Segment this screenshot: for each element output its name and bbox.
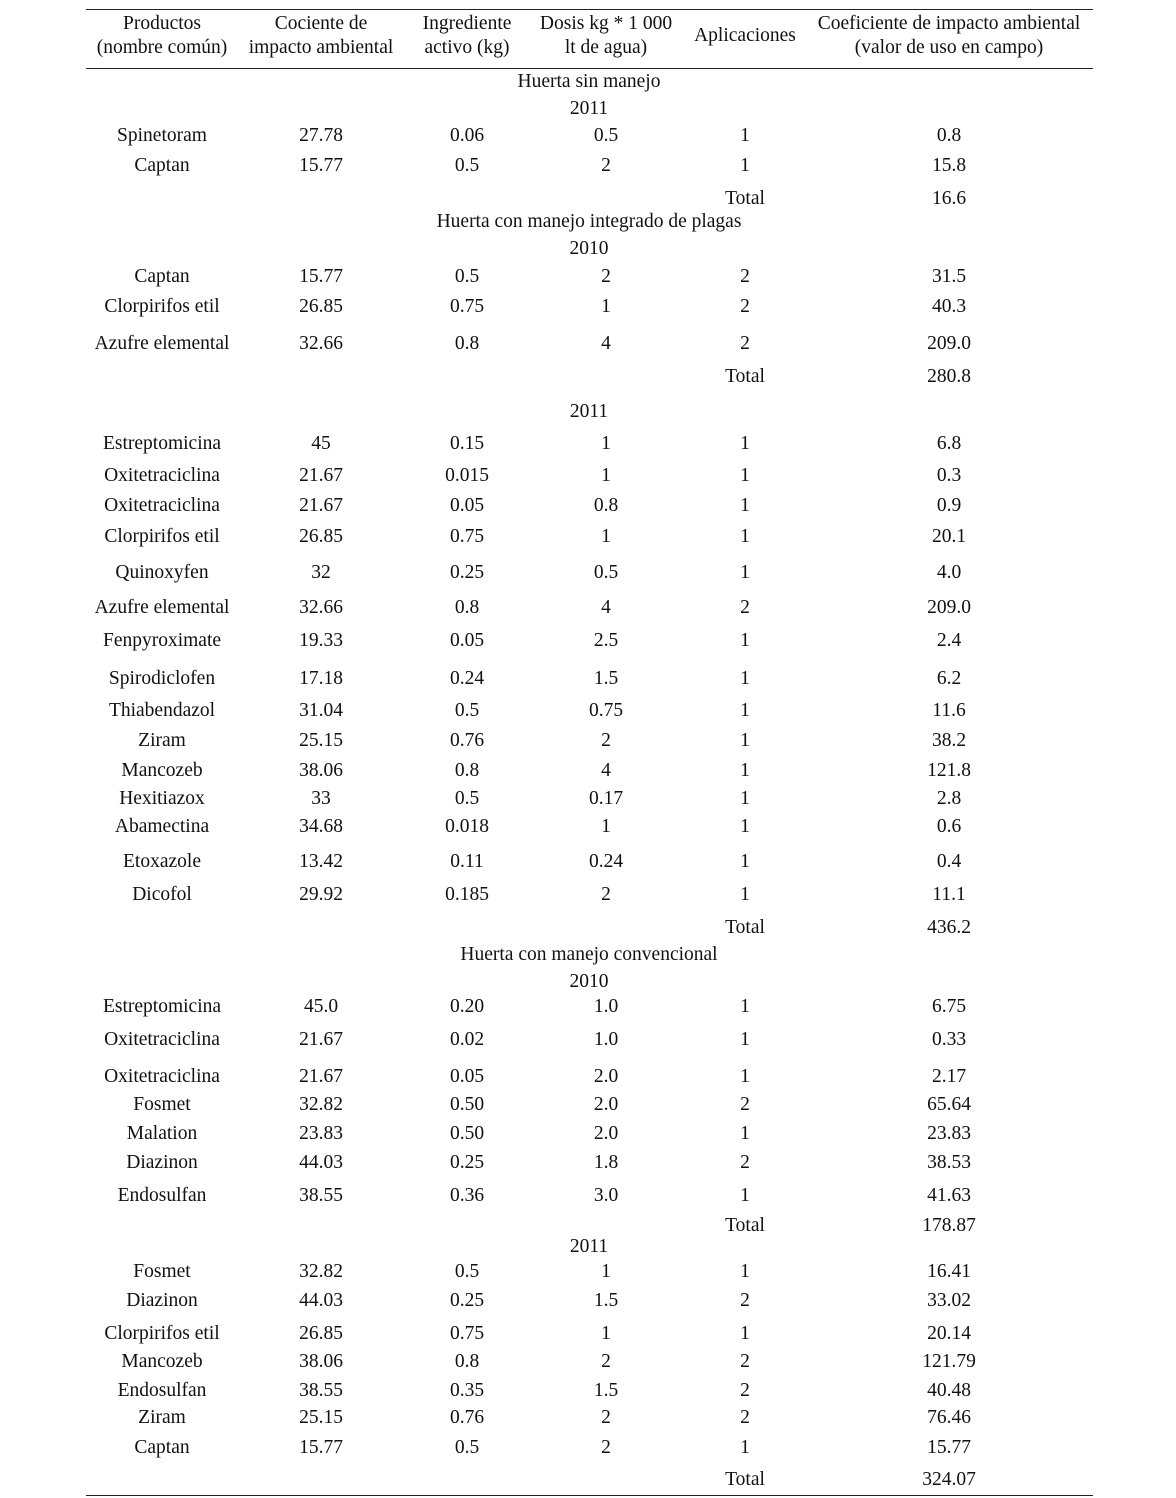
cell-applications: 1	[740, 788, 750, 809]
cell-product-name: Hexitiazox	[119, 788, 205, 809]
cell-field-use-eiq: 11.6	[932, 700, 966, 721]
cell-dose: 2	[601, 155, 611, 176]
cell-product-name: Diazinon	[126, 1290, 198, 1311]
cell-dose: 2	[601, 1437, 611, 1458]
cell-field-use-eiq: 20.1	[931, 526, 967, 547]
total-value: 280.8	[927, 366, 971, 387]
cell-impact-quotient: 15.77	[299, 266, 343, 287]
cell-impact-quotient: 32.66	[299, 333, 343, 354]
cell-product-name: Captan	[134, 266, 190, 287]
cell-product-name: Oxitetraciclina	[104, 465, 220, 486]
cell-field-use-eiq: 11.1	[932, 884, 966, 905]
total-label: Total	[725, 1215, 765, 1236]
cell-field-use-eiq: 2.8	[936, 788, 962, 809]
cell-field-use-eiq: 6.8	[936, 433, 962, 454]
cell-active-ingredient: 0.5	[454, 1437, 480, 1458]
section-title: Huerta con manejo integrado de plagas	[436, 211, 742, 232]
cell-impact-quotient: 38.55	[299, 1380, 343, 1401]
cell-product-name: Etoxazole	[123, 851, 201, 872]
cell-field-use-eiq: 23.83	[927, 1123, 971, 1144]
cell-impact-quotient: 26.85	[299, 526, 343, 547]
cell-dose: 1	[601, 816, 611, 837]
bottom-rule	[86, 1495, 1093, 1496]
cell-dose: 1.5	[593, 1290, 619, 1311]
cell-impact-quotient: 15.77	[299, 1437, 343, 1458]
total-label: Total	[725, 188, 765, 209]
cell-field-use-eiq: 2.4	[936, 630, 962, 651]
cell-active-ingredient: 0.8	[454, 760, 480, 781]
cell-product-name: Thiabendazol	[108, 700, 216, 721]
total-value: 436.2	[927, 917, 971, 938]
cell-dose: 3.0	[593, 1185, 619, 1206]
cell-dose: 0.17	[588, 788, 624, 809]
cell-impact-quotient: 21.67	[299, 1029, 343, 1050]
year-label: 2010	[569, 971, 609, 992]
cell-active-ingredient: 0.8	[454, 597, 480, 618]
cell-product-name: Endosulfan	[117, 1380, 207, 1401]
total-label: Total	[725, 917, 765, 938]
cell-dose: 0.5	[593, 125, 619, 146]
cell-dose: 2	[601, 1351, 611, 1372]
cell-product-name: Abamectina	[114, 816, 210, 837]
cell-product-name: Oxitetraciclina	[104, 1066, 220, 1087]
cell-active-ingredient: 0.50	[449, 1123, 485, 1144]
year-label: 2011	[569, 1236, 609, 1257]
cell-impact-quotient: 31.04	[299, 700, 343, 721]
cell-applications: 1	[740, 1261, 750, 1282]
cell-dose: 1	[601, 1323, 611, 1344]
cell-applications: 1	[740, 816, 750, 837]
cell-field-use-eiq: 41.63	[927, 1185, 971, 1206]
cell-active-ingredient: 0.018	[445, 816, 489, 837]
cell-product-name: Oxitetraciclina	[104, 495, 220, 516]
cell-product-name: Ziram	[138, 1407, 186, 1428]
cell-applications: 1	[740, 760, 750, 781]
column-header-dose: Dosis kg * 1 000 lt de agua)	[539, 13, 673, 58]
cell-impact-quotient: 21.67	[299, 1066, 343, 1087]
cell-dose: 2.0	[593, 1123, 619, 1144]
cell-dose: 1	[601, 433, 611, 454]
cell-active-ingredient: 0.05	[449, 495, 485, 516]
cell-active-ingredient: 0.185	[445, 884, 489, 905]
cell-active-ingredient: 0.02	[449, 1029, 485, 1050]
section-title: Huerta sin manejo	[517, 71, 661, 92]
cell-impact-quotient: 23.83	[299, 1123, 343, 1144]
cell-product-name: Mancozeb	[121, 1351, 203, 1372]
cell-active-ingredient: 0.25	[449, 1290, 485, 1311]
cell-impact-quotient: 13.42	[299, 851, 343, 872]
column-header-applications: Aplicaciones	[694, 25, 796, 46]
cell-applications: 1	[740, 1323, 750, 1344]
cell-product-name: Estreptomicina	[102, 433, 222, 454]
cell-applications: 2	[740, 597, 750, 618]
cell-product-name: Diazinon	[126, 1152, 198, 1173]
cell-active-ingredient: 0.15	[449, 433, 485, 454]
cell-field-use-eiq: 0.3	[936, 465, 962, 486]
cell-active-ingredient: 0.5	[454, 700, 480, 721]
cell-applications: 1	[740, 495, 750, 516]
cell-applications: 1	[740, 125, 750, 146]
cell-product-name: Fosmet	[133, 1261, 191, 1282]
cell-product-name: Endosulfan	[117, 1185, 207, 1206]
cell-applications: 1	[740, 465, 750, 486]
cell-dose: 2.5	[593, 630, 619, 651]
cell-dose: 1.0	[593, 1029, 619, 1050]
cell-applications: 2	[740, 296, 750, 317]
cell-field-use-eiq: 0.4	[936, 851, 962, 872]
cell-applications: 1	[740, 1029, 750, 1050]
cell-applications: 1	[740, 996, 750, 1017]
cell-field-use-eiq: 16.41	[927, 1261, 971, 1282]
cell-active-ingredient: 0.015	[445, 465, 489, 486]
cell-product-name: Azufre elemental	[94, 597, 230, 618]
cell-applications: 1	[740, 730, 750, 751]
section-title: Huerta con manejo convencional	[460, 944, 718, 965]
cell-dose: 1	[601, 1261, 611, 1282]
column-header-products: Productos (nombre común)	[96, 13, 228, 58]
cell-field-use-eiq: 31.5	[931, 266, 967, 287]
cell-field-use-eiq: 0.8	[936, 125, 962, 146]
cell-active-ingredient: 0.5	[454, 1261, 480, 1282]
cell-active-ingredient: 0.25	[449, 1152, 485, 1173]
cell-product-name: Spirodiclofen	[108, 668, 216, 689]
cell-applications: 1	[740, 630, 750, 651]
cell-applications: 1	[740, 433, 750, 454]
total-value: 178.87	[922, 1215, 976, 1236]
total-label: Total	[725, 366, 765, 387]
cell-active-ingredient: 0.8	[454, 333, 480, 354]
cell-product-name: Azufre elemental	[94, 333, 230, 354]
cell-product-name: Malation	[126, 1123, 198, 1144]
cell-field-use-eiq: 0.9	[936, 495, 962, 516]
cell-active-ingredient: 0.36	[449, 1185, 485, 1206]
cell-dose: 2.0	[593, 1094, 619, 1115]
cell-active-ingredient: 0.5	[454, 788, 480, 809]
cell-field-use-eiq: 4.0	[936, 562, 962, 583]
cell-field-use-eiq: 2.17	[931, 1066, 967, 1087]
cell-dose: 1.8	[593, 1152, 619, 1173]
column-header-active-ingredient: Ingrediente activo (kg)	[422, 13, 512, 58]
cell-applications: 1	[740, 1066, 750, 1087]
cell-dose: 2	[601, 1407, 611, 1428]
top-rule	[86, 9, 1093, 10]
cell-impact-quotient: 32.82	[299, 1261, 343, 1282]
cell-impact-quotient: 21.67	[299, 495, 343, 516]
cell-dose: 0.24	[588, 851, 624, 872]
cell-impact-quotient: 32.66	[299, 597, 343, 618]
cell-applications: 2	[740, 1351, 750, 1372]
cell-active-ingredient: 0.8	[454, 1351, 480, 1372]
cell-applications: 2	[740, 1407, 750, 1428]
total-value: 324.07	[922, 1469, 976, 1490]
cell-field-use-eiq: 6.75	[931, 996, 967, 1017]
cell-active-ingredient: 0.35	[449, 1380, 485, 1401]
pesticide-impact-table	[86, 8, 1093, 1498]
column-header-impact-quotient: Cociente de impacto ambiental	[248, 13, 394, 58]
cell-impact-quotient: 25.15	[299, 1407, 343, 1428]
cell-field-use-eiq: 6.2	[936, 668, 962, 689]
cell-applications: 1	[740, 1437, 750, 1458]
cell-impact-quotient: 45	[311, 433, 331, 454]
cell-active-ingredient: 0.06	[449, 125, 485, 146]
cell-impact-quotient: 45.0	[303, 996, 339, 1017]
cell-dose: 1.0	[593, 996, 619, 1017]
cell-applications: 2	[740, 1380, 750, 1401]
cell-field-use-eiq: 121.8	[927, 760, 971, 781]
cell-field-use-eiq: 38.2	[931, 730, 967, 751]
cell-product-name: Spinetoram	[117, 125, 207, 146]
cell-active-ingredient: 0.75	[449, 296, 485, 317]
cell-active-ingredient: 0.25	[449, 562, 485, 583]
cell-field-use-eiq: 15.77	[927, 1437, 971, 1458]
cell-impact-quotient: 44.03	[299, 1152, 343, 1173]
cell-field-use-eiq: 20.14	[927, 1323, 971, 1344]
cell-applications: 1	[740, 562, 750, 583]
cell-field-use-eiq: 121.79	[922, 1351, 976, 1372]
cell-applications: 2	[740, 266, 750, 287]
cell-dose: 1	[601, 465, 611, 486]
cell-impact-quotient: 32	[311, 562, 331, 583]
cell-applications: 1	[740, 1185, 750, 1206]
cell-dose: 0.8	[593, 495, 619, 516]
cell-impact-quotient: 38.06	[299, 760, 343, 781]
cell-product-name: Oxitetraciclina	[104, 1029, 220, 1050]
cell-product-name: Fenpyroximate	[102, 630, 222, 651]
cell-applications: 1	[740, 668, 750, 689]
cell-applications: 1	[740, 884, 750, 905]
cell-product-name: Clorpirifos etil	[104, 526, 220, 547]
cell-impact-quotient: 38.55	[299, 1185, 343, 1206]
cell-field-use-eiq: 209.0	[927, 333, 971, 354]
cell-applications: 1	[740, 851, 750, 872]
cell-impact-quotient: 26.85	[299, 296, 343, 317]
cell-impact-quotient: 25.15	[299, 730, 343, 751]
cell-active-ingredient: 0.75	[449, 1323, 485, 1344]
cell-active-ingredient: 0.75	[449, 526, 485, 547]
cell-impact-quotient: 38.06	[299, 1351, 343, 1372]
cell-dose: 4	[601, 760, 611, 781]
cell-product-name: Captan	[134, 155, 190, 176]
total-value: 16.6	[931, 188, 967, 209]
header-rule	[86, 68, 1093, 69]
cell-impact-quotient: 15.77	[299, 155, 343, 176]
cell-impact-quotient: 44.03	[299, 1290, 343, 1311]
cell-dose: 2	[601, 266, 611, 287]
cell-dose: 2	[601, 884, 611, 905]
cell-dose: 2	[601, 730, 611, 751]
cell-product-name: Captan	[134, 1437, 190, 1458]
cell-active-ingredient: 0.24	[449, 668, 485, 689]
cell-applications: 1	[740, 700, 750, 721]
cell-product-name: Quinoxyfen	[115, 562, 209, 583]
cell-impact-quotient: 33	[311, 788, 331, 809]
cell-applications: 1	[740, 1123, 750, 1144]
cell-impact-quotient: 27.78	[299, 125, 343, 146]
cell-dose: 0.75	[588, 700, 624, 721]
cell-impact-quotient: 21.67	[299, 465, 343, 486]
cell-field-use-eiq: 65.64	[927, 1094, 971, 1115]
cell-dose: 4	[601, 333, 611, 354]
cell-product-name: Fosmet	[133, 1094, 191, 1115]
column-header-field-use-eiq: Coeficiente de impacto ambiental (valor de uso en campo)	[817, 13, 1081, 58]
cell-applications: 2	[740, 1152, 750, 1173]
cell-active-ingredient: 0.76	[449, 1407, 485, 1428]
cell-field-use-eiq: 15.8	[931, 155, 967, 176]
cell-active-ingredient: 0.05	[449, 1066, 485, 1087]
cell-dose: 1	[601, 296, 611, 317]
cell-impact-quotient: 26.85	[299, 1323, 343, 1344]
cell-impact-quotient: 19.33	[299, 630, 343, 651]
cell-field-use-eiq: 76.46	[927, 1407, 971, 1428]
year-label: 2011	[569, 98, 609, 119]
cell-applications: 2	[740, 333, 750, 354]
cell-active-ingredient: 0.50	[449, 1094, 485, 1115]
cell-product-name: Estreptomicina	[102, 996, 222, 1017]
cell-dose: 1.5	[593, 1380, 619, 1401]
cell-active-ingredient: 0.5	[454, 155, 480, 176]
cell-field-use-eiq: 40.48	[927, 1380, 971, 1401]
total-label: Total	[725, 1469, 765, 1490]
cell-field-use-eiq: 0.6	[936, 816, 962, 837]
year-label: 2011	[569, 401, 609, 422]
cell-product-name: Clorpirifos etil	[104, 296, 220, 317]
cell-product-name: Clorpirifos etil	[104, 1323, 220, 1344]
cell-impact-quotient: 34.68	[299, 816, 343, 837]
cell-field-use-eiq: 209.0	[927, 597, 971, 618]
cell-field-use-eiq: 40.3	[931, 296, 967, 317]
cell-active-ingredient: 0.11	[450, 851, 484, 872]
cell-field-use-eiq: 38.53	[927, 1152, 971, 1173]
cell-active-ingredient: 0.76	[449, 730, 485, 751]
cell-impact-quotient: 32.82	[299, 1094, 343, 1115]
cell-active-ingredient: 0.05	[449, 630, 485, 651]
cell-applications: 1	[740, 526, 750, 547]
cell-product-name: Dicofol	[132, 884, 192, 905]
cell-active-ingredient: 0.5	[454, 266, 480, 287]
cell-applications: 2	[740, 1094, 750, 1115]
year-label: 2010	[569, 238, 609, 259]
cell-field-use-eiq: 33.02	[927, 1290, 971, 1311]
cell-applications: 1	[740, 155, 750, 176]
cell-product-name: Mancozeb	[121, 760, 203, 781]
cell-applications: 2	[740, 1290, 750, 1311]
cell-dose: 1.5	[593, 668, 619, 689]
cell-impact-quotient: 29.92	[299, 884, 343, 905]
cell-dose: 1	[601, 526, 611, 547]
cell-dose: 2.0	[593, 1066, 619, 1087]
cell-dose: 0.5	[593, 562, 619, 583]
cell-product-name: Ziram	[138, 730, 186, 751]
cell-impact-quotient: 17.18	[299, 668, 343, 689]
cell-field-use-eiq: 0.33	[931, 1029, 967, 1050]
cell-active-ingredient: 0.20	[449, 996, 485, 1017]
cell-dose: 4	[601, 597, 611, 618]
